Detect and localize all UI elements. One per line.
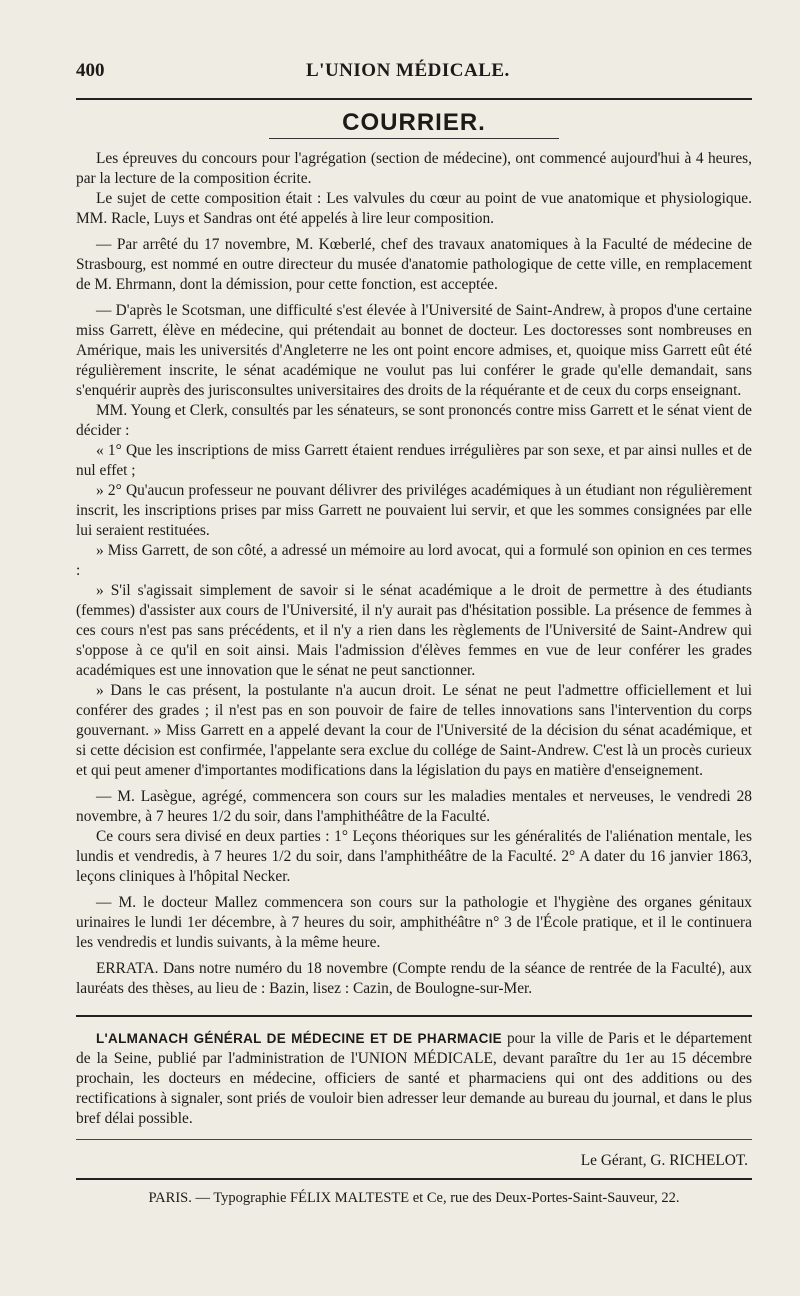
paragraph: Les épreuves du concours pour l'agrégation (section de médecine), ont commencé aujourd'hui à 4 heures, par la lecture de la composition écrite.	[76, 150, 752, 187]
almanach-notice	[76, 1029, 752, 1129]
page-number: 400	[76, 60, 105, 81]
paragraph: » 2° Qu'aucun professeur ne pouvant délivrer des priviléges académiques à un étudiant non régulièrement inscrit, les inscriptions prises par miss Garrett ne pouvaient lui servir, et que les sommes consignées par elle lui seraient restituées.	[76, 482, 752, 539]
printer-imprint: PARIS. — Typographie FÉLIX MALTESTE et Ce, rue des Deux-Portes-Saint-Sauveur, 22.	[148, 1190, 680, 1206]
errata-paragraph: ERRATA. Dans notre numéro du 18 novembre (Compte rendu de la séance de rentrée de la Faculté), aux lauréats des thèses, au lieu de : Bazin, lisez : Cazin, de Boulogne-sur-Mer.	[76, 960, 752, 997]
title-rule	[269, 138, 559, 139]
notice-text: pour la ville de Paris et le département de la Seine, publié par l'administration de l'UNION MÉDICALE, devant paraître du 1er au 15 décembre prochain, les docteurs en médecine, officiers de santé et pharmaciens qui ont des additions ou des rectifications à signaler, sont priés de vouloir bien adresser leur demande au bureau du journal, et dans le plus bref délai possible.	[76, 1030, 752, 1127]
paragraph: » Miss Garrett, de son côté, a adressé un mémoire au lord avocat, qui a formulé son opinion en ces termes :	[76, 542, 752, 579]
paragraph: — M. Lasègue, agrégé, commencera son cours sur les maladies mentales et nerveuses, le vendredi 28 novembre, à 7 heures 1/2 du soir, dans l'amphithéâtre de la Faculté.	[76, 788, 752, 825]
section-divider	[76, 1015, 752, 1017]
notice-lead: L'ALMANACH GÉNÉRAL DE MÉDECINE ET DE PHARMACIE	[96, 1031, 502, 1046]
paragraph: — M. le docteur Mallez commencera son cours sur la pathologie et l'hygiène des organes génitaux urinaires le lundi 1er décembre, à 7 heures du soir, amphithéâtre n° 3 de l'École pratique, et il le continuera les vendredis et lundis suivants, à la même heure.	[76, 894, 752, 951]
paragraph: — Par arrêté du 17 novembre, M. Kœberlé, chef des travaux anatomiques à la Faculté de médecine de Strasbourg, est nommé en outre directeur du musée d'anatomie pathologique de cette ville, en remplacement de M. Ehrmann, dont la démission, pour cette fonction, est acceptée.	[76, 236, 752, 293]
paragraph: MM. Young et Clerk, consultés par les sénateurs, se sont prononcés contre miss Garrett et le sénat vient de décider :	[76, 402, 752, 439]
paragraph: « 1° Que les inscriptions de miss Garrett étaient rendues irrégulières par son sexe, et par ainsi nulles et de nul effet ;	[76, 442, 752, 479]
paragraph: Ce cours sera divisé en deux parties : 1° Leçons théoriques sur les généralités de l'aliénation mentale, les lundis et vendredis, à 7 heures 1/2 du soir, dans l'amphithéâtre de la Faculté. 2° A dater du 16 janvier 1863, leçons cliniques à l'hôpital Necker.	[76, 828, 752, 885]
signature: Le Gérant, G. RICHELOT.	[580, 1152, 748, 1169]
section-title: COURRIER.	[342, 109, 486, 136]
paragraph: » Dans le cas présent, la postulante n'a aucun droit. Le sénat ne peut l'admettre officiellement et lui conférer des grades ; il n'est pas en son pouvoir de faire de telles innovations sans l'intervention du corps gouvernant. » Miss Garrett en a appelé devant la cour de l'Université de la décision du sénat académique, et si cette décision est confirmée, l'appelante sera exclue du collége de Saint-Andrew. C'est là un procès curieux et qui peut amener d'importantes modifications dans la législation du pays en matière d'enseignement.	[76, 682, 752, 779]
paragraph: » S'il s'agissait simplement de savoir si le sénat académique a le droit de permettre à des étudiants (femmes) d'assister aux cours de l'Université, il n'y aurait pas d'hésitation possible. La présence de femmes à ces cours n'est pas sans précédents, et il n'y a rien dans les règlements de l'Université de Saint-Andrew qui s'oppose à ce qu'il en soit ainsi. Mais l'admission d'élèves femmes en vue de leur conférer les grades académiques est une innovation que le sénat ne peut sanctionner.	[76, 582, 752, 679]
notice-paragraph	[76, 1029, 752, 1129]
paragraph: Le sujet de cette composition était : Les valvules du cœur au point de vue anatomique et physiologique. MM. Racle, Luys et Sandras ont été appelés à lire leur composition.	[76, 190, 752, 227]
footer-rule	[76, 1178, 752, 1180]
article-body	[76, 149, 752, 999]
header-rule	[76, 98, 752, 100]
running-header	[76, 60, 752, 90]
journal-title: L'UNION MÉDICALE.	[306, 60, 510, 81]
notice-rule	[76, 1139, 752, 1140]
paragraph: — D'après le Scotsman, une difficulté s'est élevée à l'Université de Saint-Andrew, à propos d'une certaine miss Garrett, élève en médecine, qui prétendait au bonnet de docteur. Les doctoresses sont nombreuses en Amérique, mais les universités d'Angleterre ne les ont point encore admises, et, quoique miss Garrett eût été régulièrement inscrite, le sénat académique ne voulut pas lui conférer le grade qu'elle demandait, sans s'enquérir auprès des jurisconsultes universitaires des droits de la réquérante et de ceux du corps enseignant.	[76, 302, 752, 399]
